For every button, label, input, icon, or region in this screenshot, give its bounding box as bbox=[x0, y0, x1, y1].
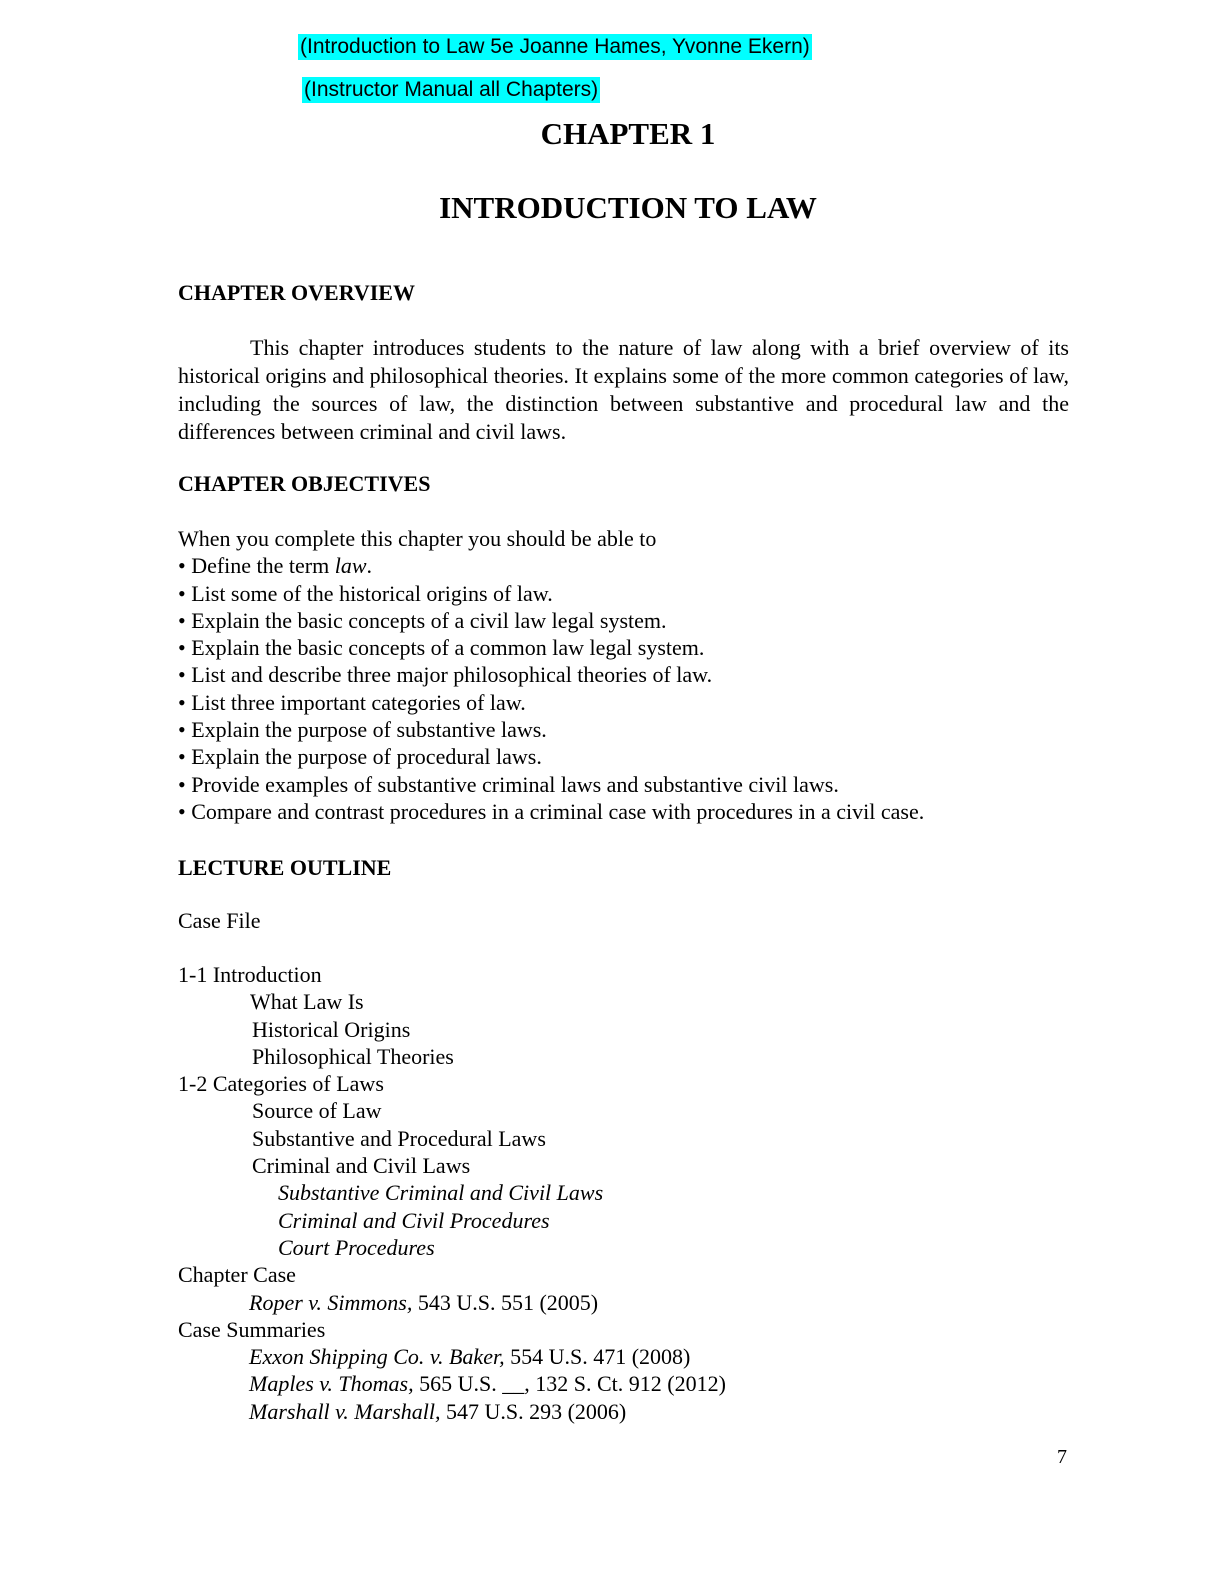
overview-text: This chapter introduces students to the nature of law along with a brief overview of its historical origins and philosophical theories. It explains some of the more common categories of law, including the sources of law, the distinction between substantive and procedural law and the differences between criminal and civil laws. bbox=[178, 335, 1069, 444]
objective-item: • Explain the purpose of substantive laws. bbox=[178, 717, 547, 743]
objective-item: • Compare and contrast procedures in a criminal case with procedures in a civil case. bbox=[178, 798, 925, 824]
case-summary-citation: Marshall v. Marshall, 547 U.S. 293 (2006) bbox=[249, 1398, 627, 1424]
header-subtitle-highlight: (Instructor Manual all Chapters) bbox=[304, 78, 599, 101]
chapter-case-label: Chapter Case bbox=[178, 1262, 296, 1288]
outline-section-2: 1-2 Categories of Laws bbox=[178, 1071, 384, 1097]
overview-heading: CHAPTER OVERVIEW bbox=[178, 280, 415, 305]
case-file: Case File bbox=[178, 908, 261, 933]
outline-item: Historical Origins bbox=[252, 1016, 411, 1042]
outline-item: Substantive and Procedural Laws bbox=[252, 1125, 546, 1151]
objective-item: • List some of the historical origins of law. bbox=[178, 580, 553, 606]
case-summary-citation: Exxon Shipping Co. v. Baker, 554 U.S. 471 (2008) bbox=[249, 1344, 691, 1370]
objective-item: • List and describe three major philosophical theories of law. bbox=[178, 662, 713, 688]
objective-item: • List three important categories of law. bbox=[178, 689, 526, 715]
outline-item: Criminal and Civil Laws bbox=[252, 1153, 471, 1179]
objectives-list bbox=[178, 525, 924, 825]
objectives-intro: When you complete this chapter you should be able to bbox=[178, 526, 657, 551]
chapter-case-citation: Roper v. Simmons, 543 U.S. 551 (2005) bbox=[249, 1289, 599, 1315]
outline-subitem: Court Procedures bbox=[278, 1234, 435, 1260]
objectives-heading: CHAPTER OBJECTIVES bbox=[178, 471, 431, 496]
outline-item: Source of Law bbox=[252, 1098, 382, 1124]
page-number: 7 bbox=[1057, 1446, 1067, 1468]
objective-item: • Explain the basic concepts of a common law legal system. bbox=[178, 635, 705, 661]
case-summaries-label: Case Summaries bbox=[178, 1316, 326, 1342]
objective-item: • Explain the purpose of procedural laws. bbox=[178, 744, 542, 770]
objective-item: • Define the term law. bbox=[178, 553, 373, 579]
outline-subitem: Substantive Criminal and Civil Laws bbox=[278, 1180, 604, 1206]
objective-item: • Provide examples of substantive criminal laws and substantive civil laws. bbox=[178, 771, 839, 797]
outline-section-1: 1-1 Introduction bbox=[178, 962, 322, 987]
outline-item: Philosophical Theories bbox=[252, 1043, 454, 1069]
outline-subitem: Criminal and Civil Procedures bbox=[278, 1207, 550, 1233]
lecture-outline bbox=[178, 961, 726, 1425]
outline-heading: LECTURE OUTLINE bbox=[178, 855, 392, 880]
outline-item: What Law Is bbox=[250, 989, 364, 1015]
chapter-number: CHAPTER 1 bbox=[540, 116, 716, 151]
chapter-title: INTRODUCTION TO LAW bbox=[439, 190, 817, 225]
objective-item: • Explain the basic concepts of a civil law legal system. bbox=[178, 607, 667, 633]
case-summary-citation: Maples v. Thomas, 565 U.S. __, 132 S. Ct. 912 (2012) bbox=[249, 1371, 726, 1397]
header-title-highlight: (Introduction to Law 5e Joanne Hames, Yvonne Ekern) bbox=[300, 35, 810, 58]
overview-paragraph bbox=[178, 334, 1069, 446]
